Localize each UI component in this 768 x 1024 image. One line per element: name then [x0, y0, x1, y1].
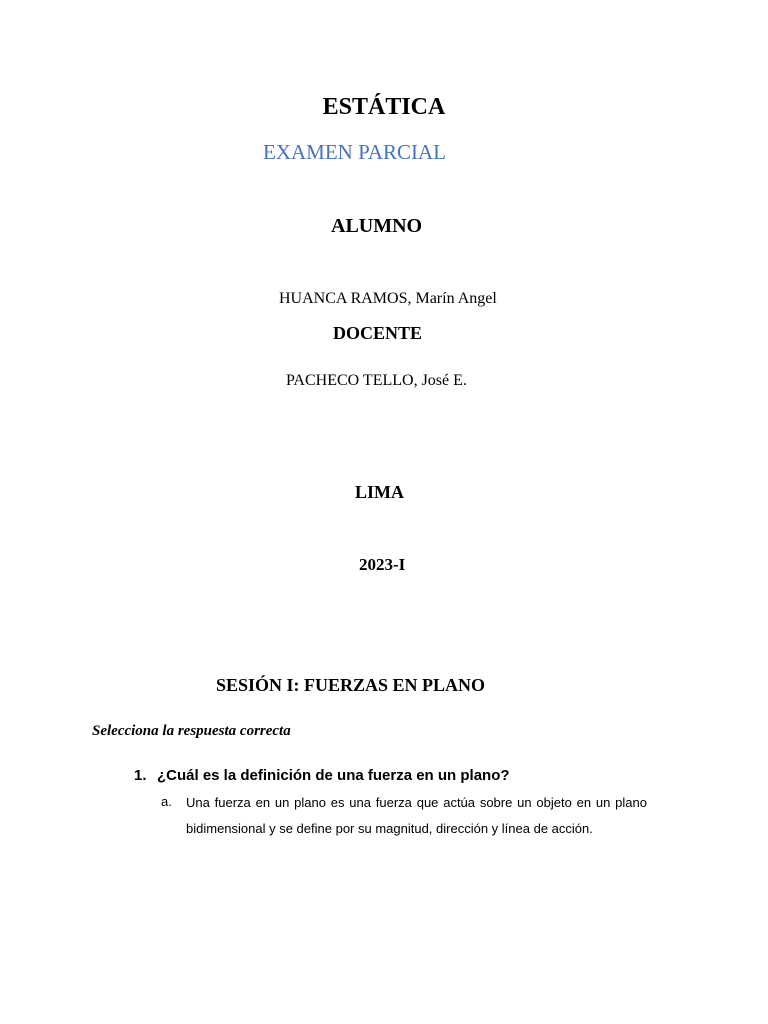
student-name: HUANCA RAMOS, Marín Angel — [279, 290, 497, 307]
option-letter: a. — [161, 794, 172, 809]
session-title: SESIÓN I: FUERZAS EN PLANO — [216, 675, 486, 695]
document-title: ESTÁTICA — [322, 94, 446, 120]
student-heading: ALUMNO — [331, 215, 423, 237]
question-number: 1. — [134, 767, 147, 784]
option-text: Una fuerza en un plano es una fuerza que actúa sobre un objeto en un plano bidimensional y se define por su magnitud, dirección y línea de acción. — [186, 795, 647, 836]
teacher-name: PACHECO TELLO, José E. — [286, 372, 467, 389]
city-label: LIMA — [355, 482, 404, 502]
teacher-heading: DOCENTE — [333, 323, 423, 343]
document-subtitle: EXAMEN PARCIAL — [263, 140, 446, 164]
period-label: 2023-I — [359, 555, 406, 574]
instruction-text: Selecciona la respuesta correcta — [92, 723, 291, 739]
question-text: ¿Cuál es la definición de una fuerza en un plano? — [157, 767, 510, 784]
